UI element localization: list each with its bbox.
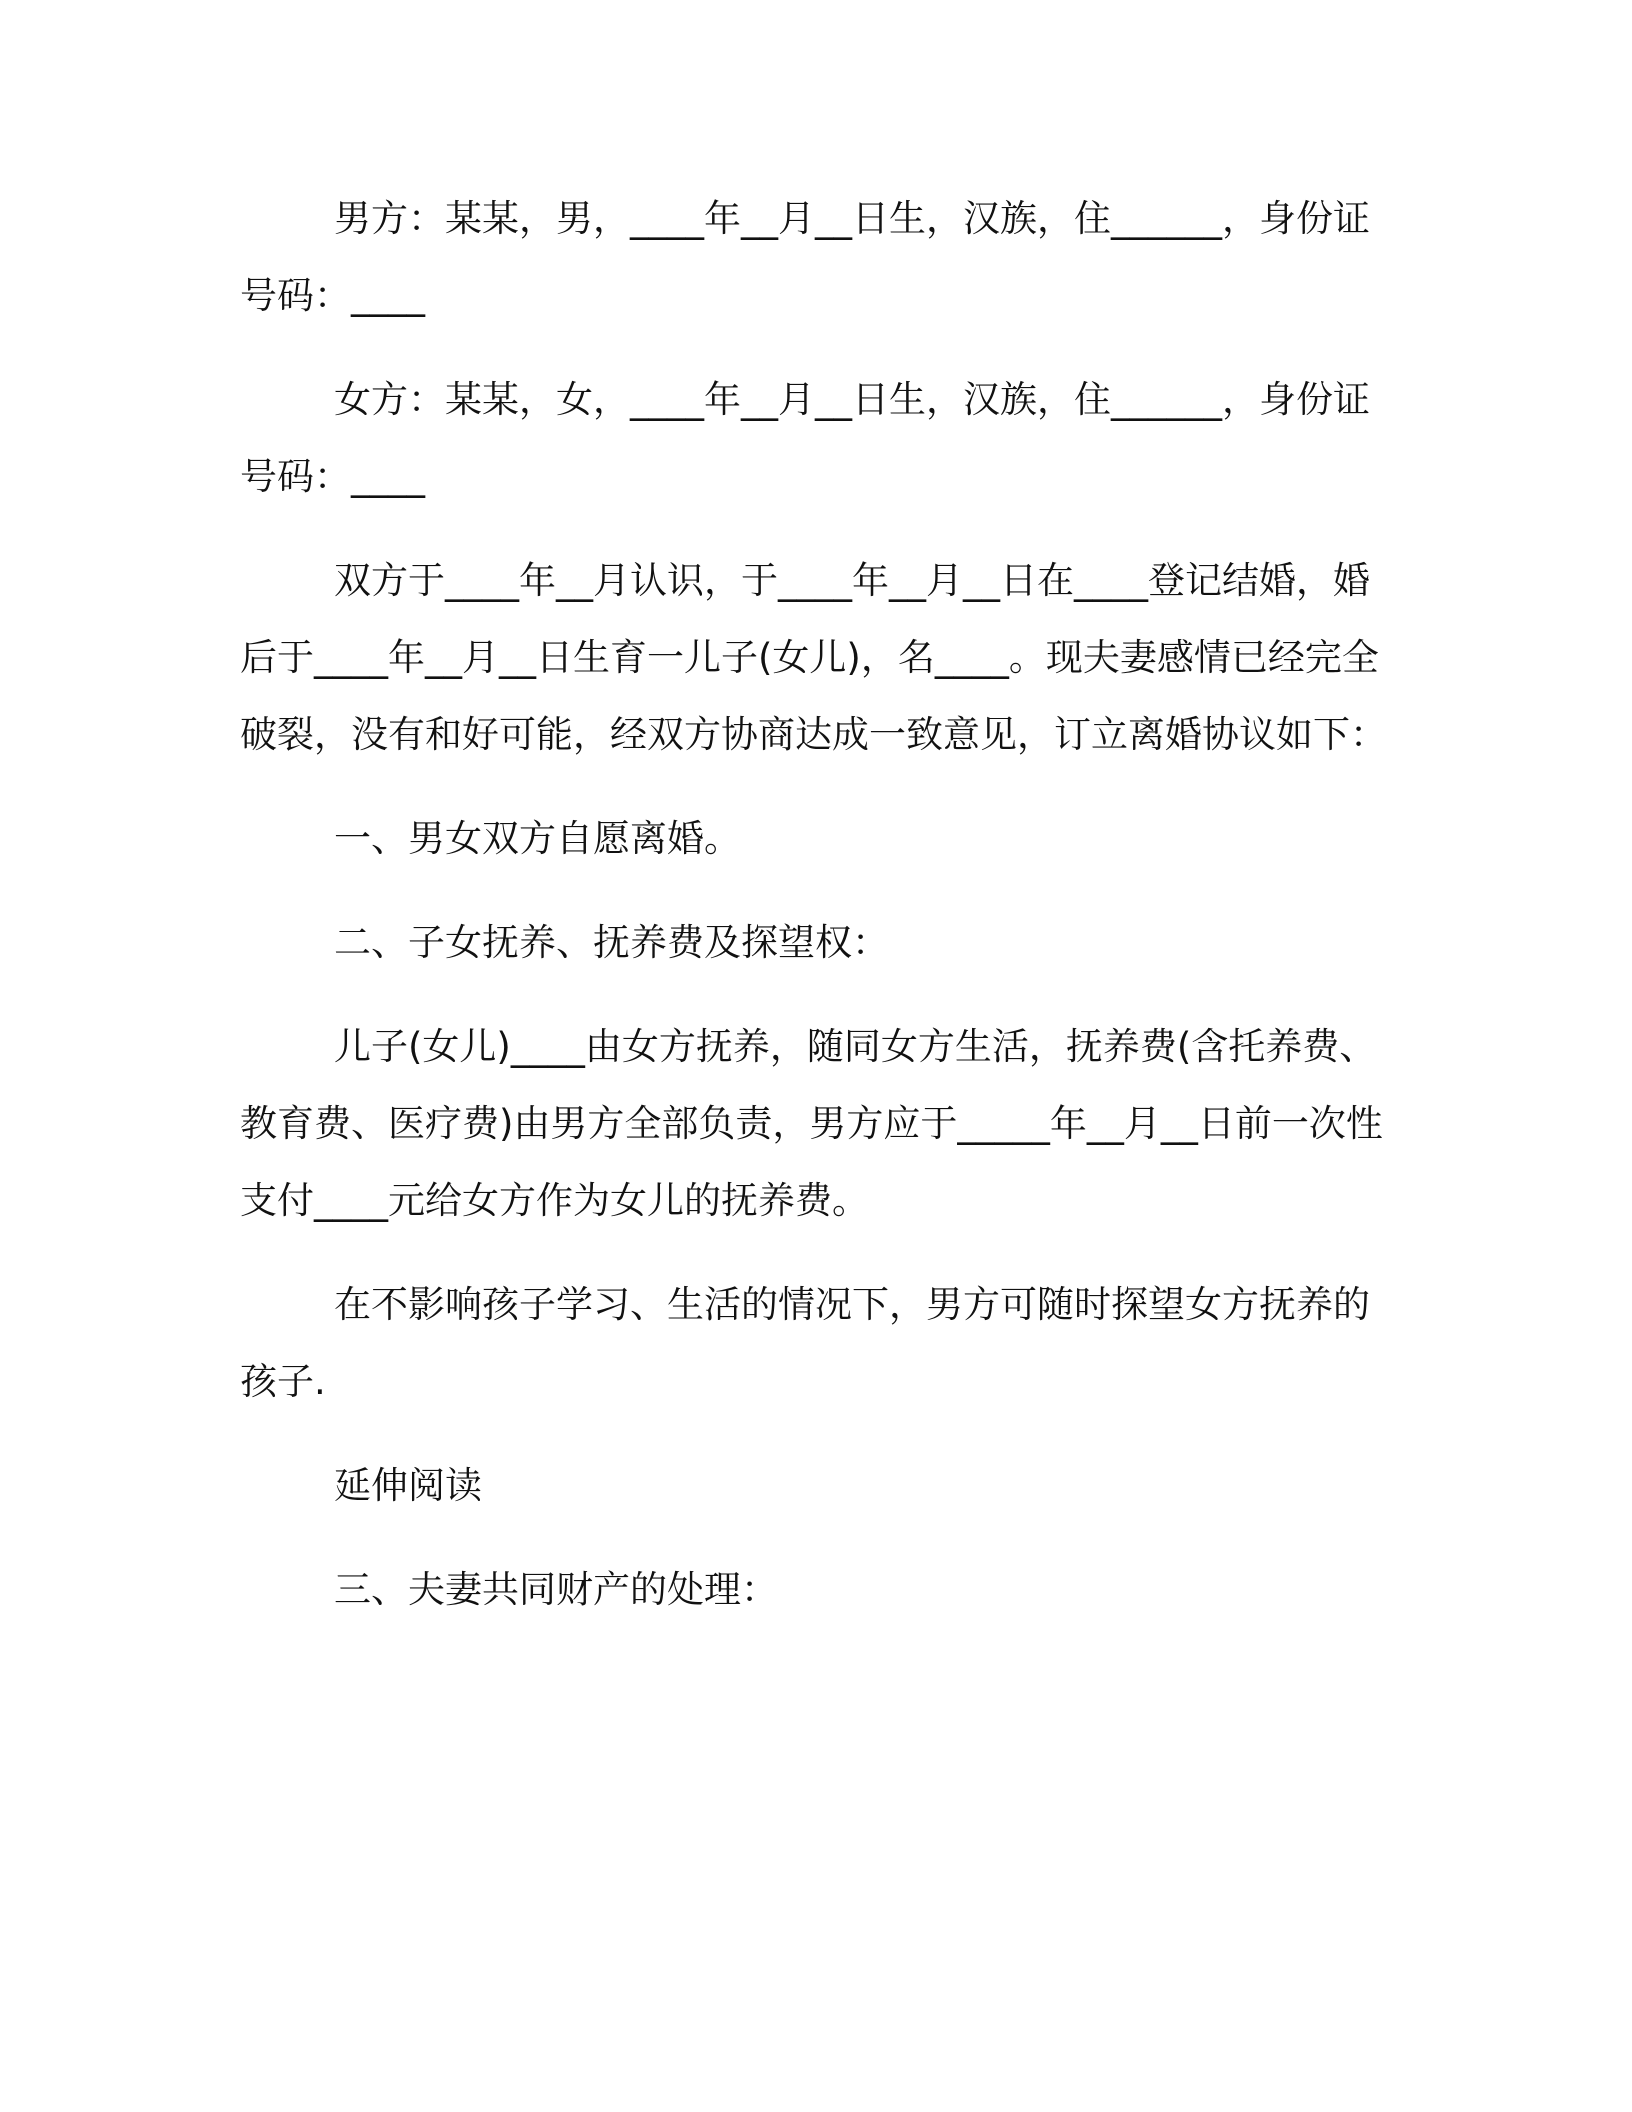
paragraph-male-party: 男方：某某，男，____年__月__日生，汉族，住______，身份证号码：____: [240, 197, 1370, 317]
paragraph-child-custody: 儿子(女儿)____由女方抚养，随同女方生活，抚养费(含托养费、教育费、医疗费)由男方全部负责，男方应于_____年__月__日前一次性支付____元给女方作为女儿的抚养费。: [240, 1025, 1383, 1222]
paragraph-clause-3-heading: 三、夫妻共同财产的处理：: [334, 1568, 778, 1611]
paragraph-extended-reading: 延伸阅读: [334, 1464, 482, 1507]
paragraph-visitation: 在不影响孩子学习、生活的情况下，男方可随时探望女方抚养的孩子.: [240, 1283, 1370, 1403]
paragraph-marriage-background: 双方于____年__月认识，于____年__月__日在____登记结婚，婚后于____年__月__日生育一儿子(女儿)，名____。现夫妻感情已经完全破裂，没有和好可能，经双方协商达成一致意见，订立离婚协议如下：: [240, 559, 1387, 756]
document-body: [240, 180, 1400, 1655]
paragraph-clause-1: 一、男女双方自愿离婚。: [334, 817, 741, 860]
paragraph-female-party: 女方：某某，女，____年__月__日生，汉族，住______，身份证号码：____: [240, 378, 1370, 498]
paragraph-clause-2-heading: 二、子女抚养、抚养费及探望权：: [334, 921, 889, 964]
